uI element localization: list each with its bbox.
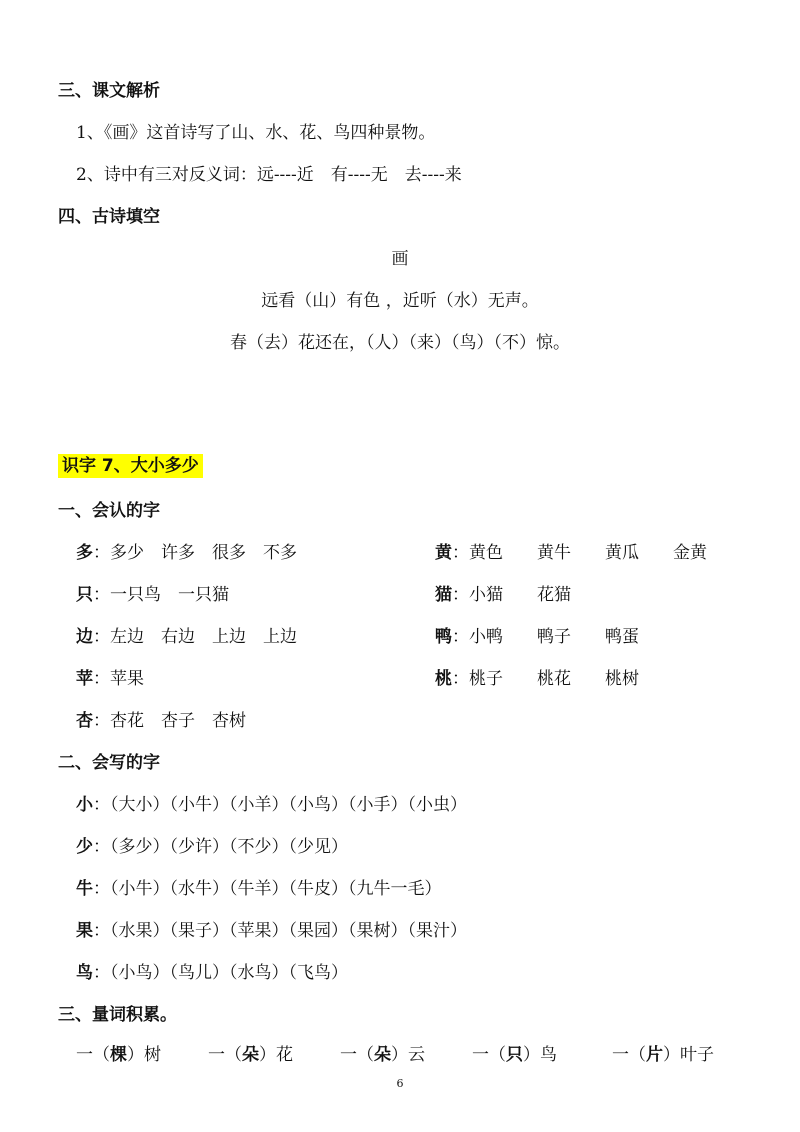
recognize-row: 猫：小猫 花猫	[435, 585, 571, 605]
section-heading-text-analysis: 三、课文解析	[58, 81, 160, 101]
write-row: 鸟：（小鸟）（鸟儿）（水鸟）（飞鸟）	[76, 963, 348, 983]
poem-title: 画	[391, 249, 409, 269]
part-heading-measure-words: 三、量词积累。	[58, 1005, 177, 1025]
measure-word-item: 一（只）鸟	[472, 1045, 557, 1065]
recognize-row: 鸭：小鸭 鸭子 鸭蛋	[435, 627, 639, 647]
poem-line-1: 远看（山）有色 ，近听（水）无声。	[261, 291, 539, 311]
recognize-row: 只：一只鸟 一只猫	[76, 585, 229, 605]
write-row: 牛：（小牛）（水牛）（牛羊）（牛皮）（九牛一毛）	[76, 879, 442, 899]
recognize-row: 杏：杏花 杏子 杏树	[76, 711, 246, 731]
write-row: 小：（大小）（小牛）（小羊）（小鸟）（小手）（小虫）	[76, 795, 467, 815]
write-row: 少：（多少）（少许）（不少）（少见）	[76, 837, 348, 857]
recognize-row: 桃：桃子 桃花 桃树	[435, 669, 639, 689]
page-number: 6	[396, 1077, 404, 1090]
recognize-row: 边：左边 右边 上边 上边	[76, 627, 297, 647]
measure-word-item: 一（朵）花	[208, 1045, 293, 1065]
part-heading-recognize: 一、会认的字	[58, 501, 160, 521]
recognize-row: 多：多少 许多 很多 不多	[76, 543, 297, 563]
section-heading-poem-fill: 四、古诗填空	[58, 207, 160, 227]
analysis-item-1: 1、《画》这首诗写了山、水、花、鸟四种景物。	[76, 123, 436, 143]
recognize-row: 黄：黄色 黄牛 黄瓜 金黄	[435, 543, 707, 563]
measure-word-item: 一（片）叶子	[612, 1045, 714, 1065]
analysis-item-2: 2、诗中有三对反义词：远----近 有----无 去----来	[76, 165, 462, 185]
part-heading-write: 二、会写的字	[58, 753, 160, 773]
measure-word-item: 一（朵）云	[340, 1045, 425, 1065]
measure-word-item: 一（棵）树	[76, 1045, 161, 1065]
poem-line-2: 春（去）花还在，（人）（来）（鸟）（不）惊。	[230, 333, 570, 353]
lesson-title: 识字 7、大小多少	[58, 454, 203, 478]
write-row: 果：（水果）（果子）（苹果）（果园）（果树）（果汁）	[76, 921, 467, 941]
recognize-row: 苹：苹果	[76, 669, 144, 689]
